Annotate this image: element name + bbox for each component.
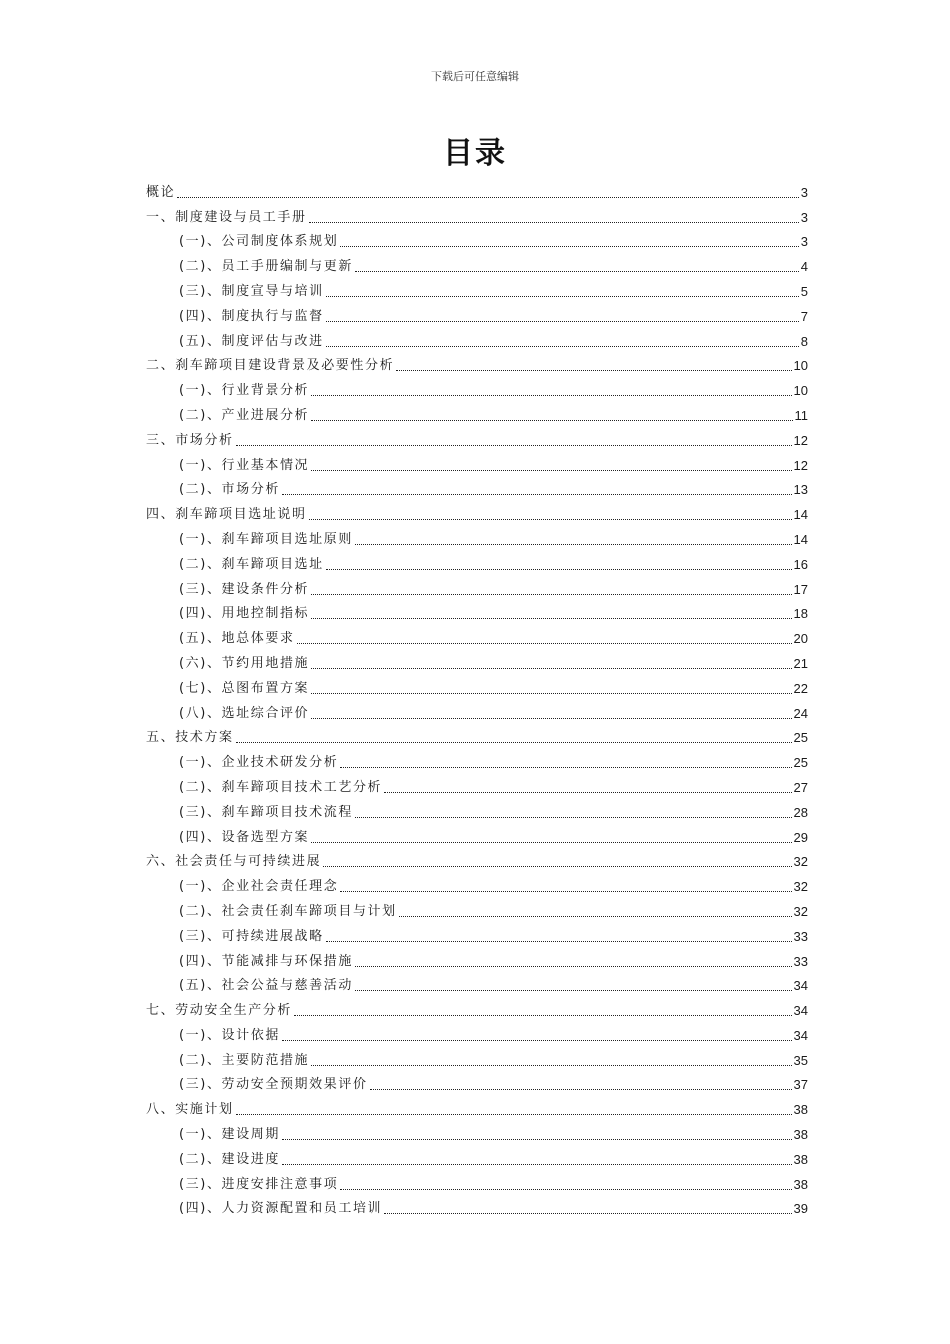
toc-entry-page-number: 25 [793, 755, 808, 771]
toc-entry-page-number: 10 [793, 383, 808, 399]
toc-dot-leader [311, 593, 791, 595]
toc-entry-label: (三)、进度安排注意事项 [179, 1176, 339, 1192]
toc-entry[interactable] [146, 994, 808, 1019]
toc-entry-label: 三、市场分析 [146, 432, 234, 448]
toc-entry[interactable] [146, 895, 808, 920]
toc-entry-page-number: 12 [793, 457, 808, 473]
toc-entry[interactable] [146, 424, 808, 449]
toc-entry-label: (五)、地总体要求 [179, 631, 295, 647]
toc-entry-page-number: 21 [793, 655, 808, 671]
toc-entry-label: (一)、企业社会责任理念 [179, 879, 339, 895]
toc-entry-label: 五、技术方案 [146, 730, 234, 746]
toc-dot-leader [340, 1188, 791, 1190]
toc-entry[interactable] [146, 870, 808, 895]
toc-dot-leader [326, 940, 792, 942]
toc-entry-page-number: 10 [793, 358, 808, 374]
toc-entry[interactable] [146, 821, 808, 846]
toc-entry-label: 八、实施计划 [146, 1102, 234, 1118]
toc-entry-label: 二、刹车蹄项目建设背景及必要性分析 [146, 358, 395, 374]
toc-entry[interactable] [146, 300, 808, 325]
toc-entry-label: (五)、社会公益与慈善活动 [179, 978, 353, 994]
toc-entry-label: (二)、产业进展分析 [179, 407, 310, 423]
toc-entry-page-number: 38 [793, 1102, 808, 1118]
toc-entry[interactable] [146, 523, 808, 548]
toc-entry[interactable] [146, 1168, 808, 1193]
toc-entry-label: (一)、行业基本情况 [179, 457, 310, 473]
toc-entry[interactable] [146, 374, 808, 399]
toc-entry[interactable] [146, 622, 808, 647]
toc-entry[interactable] [146, 746, 808, 771]
toc-entry[interactable] [146, 573, 808, 598]
toc-dot-leader [282, 1138, 792, 1140]
toc-dot-leader [311, 692, 791, 694]
toc-entry-label: (四)、节能减排与环保措施 [179, 953, 353, 969]
toc-dot-leader [294, 1014, 792, 1016]
toc-entry-page-number: 17 [793, 581, 808, 597]
toc-entry-page-number: 29 [793, 829, 808, 845]
toc-dot-leader [384, 1212, 791, 1214]
toc-entry-page-number: 38 [793, 1176, 808, 1192]
toc-dot-leader [309, 221, 799, 223]
toc-entry-label: (二)、刹车蹄项目技术工艺分析 [179, 779, 383, 795]
toc-dot-leader [311, 841, 791, 843]
toc-entry-label: (三)、劳动安全预期效果评价 [179, 1077, 368, 1093]
toc-dot-leader [311, 617, 791, 619]
toc-entry[interactable] [146, 548, 808, 573]
toc-entry[interactable] [146, 672, 808, 697]
toc-entry[interactable] [146, 474, 808, 499]
toc-entry-label: (五)、制度评估与改进 [179, 333, 324, 349]
toc-entry-page-number: 11 [794, 407, 808, 423]
toc-entry-page-number: 34 [793, 978, 808, 994]
toc-entry-page-number: 3 [800, 209, 808, 225]
toc-entry-page-number: 33 [793, 953, 808, 969]
toc-entry-page-number: 38 [793, 1127, 808, 1143]
toc-entry-page-number: 39 [793, 1201, 808, 1217]
toc-dot-leader [399, 915, 792, 917]
toc-entry-label: (二)、刹车蹄项目选址 [179, 556, 324, 572]
toc-entry-label: (四)、人力资源配置和员工培训 [179, 1201, 383, 1217]
toc-dot-leader [355, 965, 792, 967]
toc-entry[interactable] [146, 920, 808, 945]
toc-entry-label: 七、劳动安全生产分析 [146, 1003, 293, 1019]
toc-entry[interactable] [146, 1118, 808, 1143]
toc-entry[interactable] [146, 722, 808, 747]
toc-entry[interactable] [146, 250, 808, 275]
toc-dot-leader [340, 245, 798, 247]
toc-entry-page-number: 37 [793, 1077, 808, 1093]
toc-entry-label: (三)、刹车蹄项目技术流程 [179, 804, 353, 820]
toc-entry-page-number: 32 [793, 903, 808, 919]
toc-entry-page-number: 24 [793, 705, 808, 721]
toc-entry-page-number: 14 [793, 507, 808, 523]
toc-dot-leader [311, 667, 791, 669]
toc-entry-page-number: 4 [800, 259, 808, 275]
toc-dot-leader [311, 1064, 791, 1066]
toc-entry-label: (二)、建设进度 [179, 1151, 280, 1167]
toc-entry-label: (六)、节约用地措施 [179, 655, 310, 671]
toc-entry-label: (三)、建设条件分析 [179, 581, 310, 597]
toc-entry[interactable] [146, 647, 808, 672]
toc-entry-label: 一、制度建设与员工手册 [146, 209, 307, 225]
toc-entry-label: (七)、总图布置方案 [179, 680, 310, 696]
toc-entry[interactable] [146, 796, 808, 821]
toc-entry-page-number: 13 [793, 482, 808, 498]
toc-entry-label: 六、社会责任与可持续进展 [146, 854, 322, 870]
toc-dot-leader [384, 791, 791, 793]
toc-entry-page-number: 12 [793, 432, 808, 448]
toc-dot-leader [297, 642, 792, 644]
toc-entry[interactable] [146, 176, 808, 201]
toc-entry-page-number: 32 [793, 854, 808, 870]
toc-dot-leader [236, 444, 792, 446]
toc-dot-leader [326, 345, 799, 347]
toc-entry[interactable] [146, 201, 808, 226]
toc-entry-page-number: 3 [800, 184, 808, 200]
toc-entry-page-number: 25 [793, 730, 808, 746]
toc-entry-label: (一)、企业技术研发分析 [179, 755, 339, 771]
toc-dot-leader [177, 196, 799, 198]
toc-dot-leader [355, 989, 792, 991]
toc-entry[interactable] [146, 1143, 808, 1168]
toc-entry[interactable] [146, 325, 808, 350]
toc-entry-page-number: 14 [793, 531, 808, 547]
toc-entry[interactable] [146, 350, 808, 375]
toc-dot-leader [396, 369, 791, 371]
toc-entry[interactable] [146, 498, 808, 523]
toc-entry-label: (一)、建设周期 [179, 1127, 280, 1143]
toc-entry-page-number: 35 [793, 1052, 808, 1068]
toc-entry-label: 四、刹车蹄项目选址说明 [146, 507, 307, 523]
toc-entry-label: (二)、主要防范措施 [179, 1052, 310, 1068]
toc-entry[interactable] [146, 771, 808, 796]
toc-entry-label: (一)、行业背景分析 [179, 383, 310, 399]
toc-dot-leader [282, 1039, 792, 1041]
toc-entry-page-number: 8 [800, 333, 808, 349]
toc-dot-leader [311, 717, 791, 719]
toc-entry-page-number: 34 [793, 1027, 808, 1043]
toc-dot-leader [236, 741, 792, 743]
toc-entry[interactable] [146, 970, 808, 995]
toc-entry-label: (二)、社会责任刹车蹄项目与计划 [179, 903, 397, 919]
toc-entry-label: (四)、用地控制指标 [179, 606, 310, 622]
toc-entry-page-number: 38 [793, 1151, 808, 1167]
toc-entry-label: 概论 [146, 184, 176, 200]
toc-entry-label: (二)、员工手册编制与更新 [179, 259, 353, 275]
toc-entry-page-number: 34 [793, 1003, 808, 1019]
toc-entry-page-number: 5 [800, 283, 808, 299]
toc-entry-label: (一)、公司制度体系规划 [179, 234, 339, 250]
toc-dot-leader [326, 295, 799, 297]
toc-entry-label: (一)、设计依据 [179, 1027, 280, 1043]
toc-dot-leader [311, 419, 792, 421]
toc-dot-leader [326, 320, 799, 322]
toc-dot-leader [236, 1113, 792, 1115]
toc-entry-label: (一)、刹车蹄项目选址原则 [179, 531, 353, 547]
page-title: 目录 [443, 136, 507, 171]
toc-dot-leader [340, 890, 791, 892]
toc-entry[interactable] [146, 1069, 808, 1094]
toc-entry[interactable] [146, 226, 808, 251]
toc-entry[interactable] [146, 598, 808, 623]
toc-entry[interactable] [146, 1019, 808, 1044]
toc-entry-page-number: 7 [800, 308, 808, 324]
toc-entry-label: (八)、选址综合评价 [179, 705, 310, 721]
toc-entry-label: (三)、制度宣导与培训 [179, 283, 324, 299]
toc-entry-page-number: 20 [793, 631, 808, 647]
toc-entry[interactable] [146, 1093, 808, 1118]
table-of-contents [146, 176, 808, 1217]
toc-dot-leader [355, 816, 792, 818]
toc-entry[interactable] [146, 945, 808, 970]
toc-dot-leader [309, 518, 792, 520]
toc-dot-leader [311, 469, 791, 471]
toc-entry-label: (二)、市场分析 [179, 482, 280, 498]
toc-entry-label: (三)、可持续进展战略 [179, 928, 324, 944]
toc-entry[interactable] [146, 1193, 808, 1218]
toc-entry-label: (四)、制度执行与监督 [179, 308, 324, 324]
toc-entry-page-number: 28 [793, 804, 808, 820]
toc-dot-leader [282, 493, 792, 495]
toc-entry[interactable] [146, 449, 808, 474]
toc-dot-leader [323, 865, 791, 867]
toc-entry-label: (四)、设备选型方案 [179, 829, 310, 845]
toc-entry[interactable] [146, 399, 808, 424]
toc-dot-leader [340, 766, 791, 768]
toc-entry-page-number: 3 [800, 234, 808, 250]
toc-entry-page-number: 27 [793, 779, 808, 795]
toc-dot-leader [311, 394, 791, 396]
toc-entry-page-number: 33 [793, 928, 808, 944]
toc-entry-page-number: 32 [793, 879, 808, 895]
toc-entry[interactable] [146, 846, 808, 871]
toc-dot-leader [370, 1088, 792, 1090]
toc-dot-leader [326, 568, 792, 570]
toc-dot-leader [282, 1163, 792, 1165]
toc-entry-page-number: 16 [793, 556, 808, 572]
toc-entry-page-number: 22 [793, 680, 808, 696]
toc-entry[interactable] [146, 1044, 808, 1069]
page-header: 下载后可任意编辑 [431, 70, 519, 83]
toc-entry[interactable] [146, 697, 808, 722]
toc-dot-leader [355, 270, 799, 272]
toc-entry[interactable] [146, 275, 808, 300]
toc-dot-leader [355, 543, 792, 545]
toc-entry-page-number: 18 [793, 606, 808, 622]
